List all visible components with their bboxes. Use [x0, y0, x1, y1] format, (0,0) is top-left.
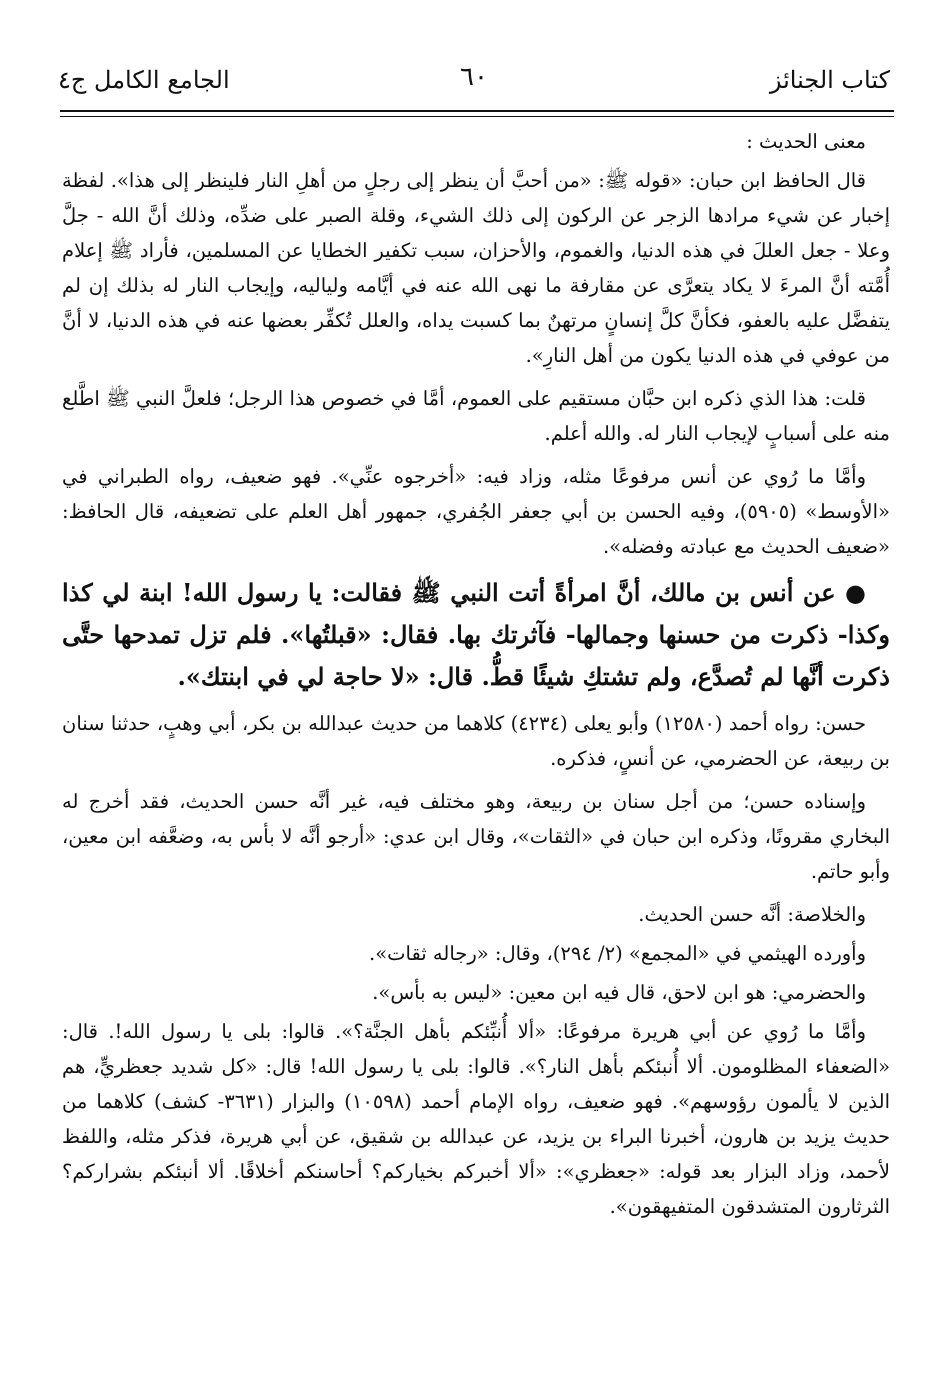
- paragraph-grading: حسن: رواه أحمد (١٢٥٨٠) وأبو يعلى (٤٢٣٤) كلاهما من حديث عبدالله بن بكر، أبي وهبٍ، حدثنا سنان بن ربيعة، عن الحضرمي، عن أنسٍ، فذكره.: [62, 712, 890, 770]
- paragraph-comment: قلت: هذا الذي ذكره ابن حبَّان مستقيم على العموم، أمَّا في خصوص هذا الرجل؛ فلعلَّ النبي ﷺ اطَّلع منه على أسبابٍ لإيجاب النار له. والله أعلم.: [62, 387, 890, 445]
- section-heading: معنى الحديث :: [746, 130, 866, 153]
- page-body: [62, 124, 890, 1232]
- paragraph-anas-weak: وأمَّا ما رُوي عن أنس مرفوعًا مثله، وزاد فيه: «أخرجوه عنِّي». فهو ضعيف، رواه الطبراني في «الأوسط» (٥٩٠٥)، وفيه الحسن بن أبي جعفر الجُفري، جمهور أهل العلم على تضعيفه، قال الحافظ: «ضعيف الحديث مع عبادته وفضله».: [62, 465, 890, 558]
- paragraph-abu-hurayra: وأمَّا ما رُوي عن أبي هريرة مرفوعًا: «ألا أُنبِّئكم بأهل الجنَّة؟». قالوا: بلى يا رسول الله!. قال: «الضعفاء المظلومون. ألا أُنبئكم بأهل النار؟». قالوا: بلى يا رسول الله! قال: «كل شديد جعظريٍّ، هم الذين لا يألمون رؤوسهم». فهو ضعيف، رواه الإمام أحمد (١٠٥٩٨) والبزار (٣٦٣١- كشف) كلاهما من حديث يزيد بن هارون، أخبرنا البراء بن يزيد، عن عبدالله بن شقيق، عن أبي هريرة، فذكر مثله، واللفظ لأحمد، وزاد البزار بعد قوله: «جعظري»: «ألا أخبركم بخياركم؟ أحاسنكم أخلاقًا. ألا أنبئكم بشراركم؟ الثرثارون المتشدقون المتفيهقون».: [62, 1020, 890, 1218]
- header-rule-thin: [60, 116, 894, 117]
- paragraph-summary: والخلاصة: أنَّه حسن الحديث.: [638, 903, 866, 926]
- page-number: ٦٠: [460, 62, 488, 92]
- collection-title: الجامع الكامل ج٤: [58, 66, 230, 94]
- paragraph-hadrami: والحضرمي: هو ابن لاحق، قال فيه ابن معين: «ليس به بأس».: [372, 981, 866, 1004]
- book-title: كتاب الجنائز: [769, 66, 890, 94]
- hadith-text: ● عن أنس بن مالك، أنَّ امرأةً أتت النبي ﷺ فقالت: يا رسول الله! ابنة لي كذا وكذا- ذكرت من حسنها وجمالها- فآثرتك بها. فقال: «قبلتُها». فلم تزل تمدحها حتَّى ذكرت أنَّها لم تُصدَّع، ولم تشتكِ شيئًا قطُّ. قال: «لا حاجة لي في ابنتك».: [62, 578, 890, 691]
- paragraph-haythami: وأورده الهيثمي في «المجمع» (٢/ ٢٩٤)، وقال: «رجاله ثقات».: [369, 942, 866, 965]
- page-header: [58, 62, 890, 102]
- paragraph-ibn-hibban: قال الحافظ ابن حبان: «قوله ﷺ: «من أحبَّ أن ينظر إلى رجلٍ من أهلِ النار فلينظر إلى هذا». لفظة إخبار عن شيء مرادها الزجر عن الركون إلى ذلك الشيء، وقلة الصبر على ضدِّه، وذلك أنَّ الله - جلَّ وعلا - جعل العللَ في هذه الدنيا، والغموم، والأحزان، سبب تكفير الخطايا عن المسلمين، فأراد ﷺ إعلام أُمَّته أنَّ المرءَ لا يكاد يتعرَّى عن مقارفة ما نهى الله عنه في أيَّامه ولياليه، وإيجاب النار له بذلك إن لم يتفضَّل عليه بالعفو، فكأنَّ كلَّ إنسانٍ مرتهنٌ بما كسبت يداه، والعلل تُكفِّر بعضها عنه في هذه الدنيا، لا أنَّ من عوفي في هذه الدنيا يكون من أهل النارِ».: [62, 169, 890, 367]
- paragraph-isnad: وإسناده حسن؛ من أجل سنان بن ربيعة، وهو مختلف فيه، غير أنَّه حسن الحديث، فقد أخرج له البخاري مقرونًا، وذكره ابن حبان في «الثقات»، وقال ابن عدي: «أرجو أنَّه لا بأس به، وضعَّفه ابن معين، وأبو حاتم.: [62, 790, 890, 883]
- header-rule-thick: [60, 110, 894, 112]
